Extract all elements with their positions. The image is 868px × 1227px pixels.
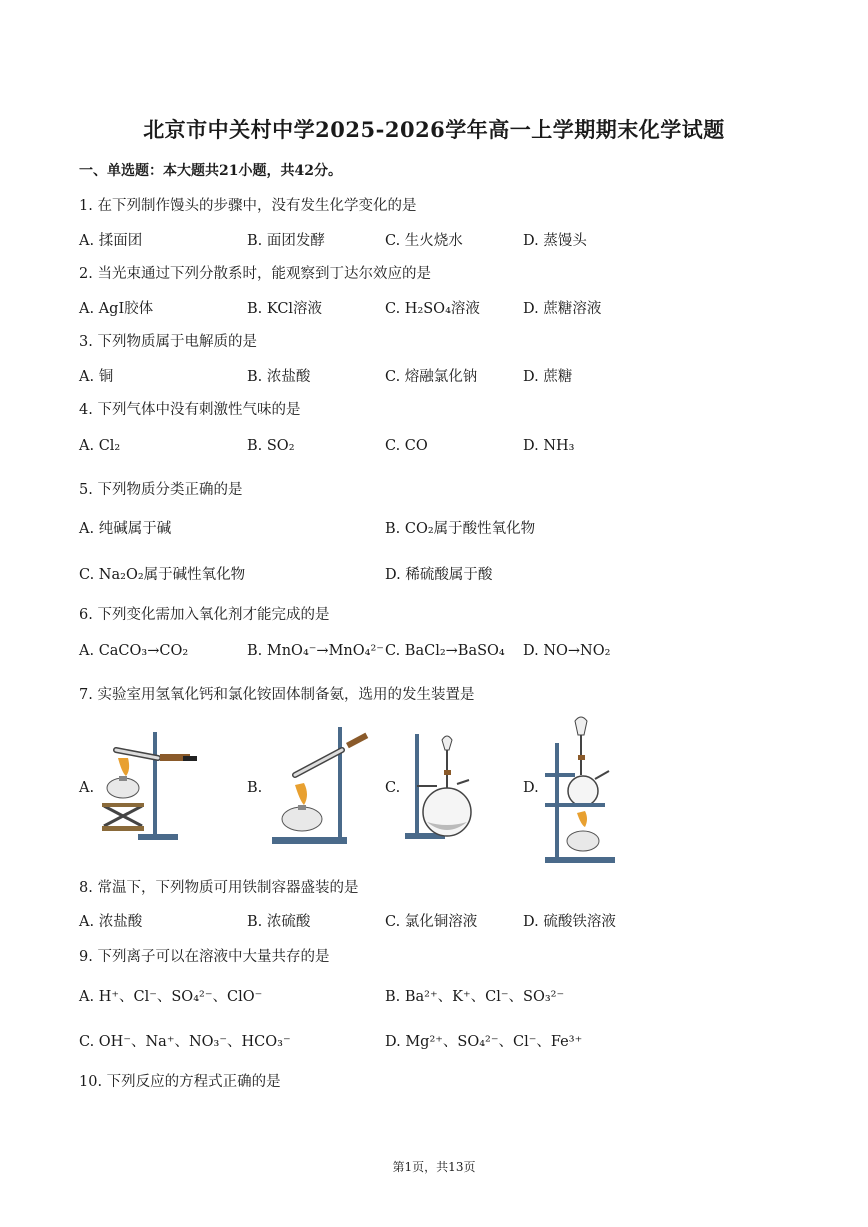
- apparatus-c-figure: [405, 728, 485, 846]
- q7-option-d: D.: [523, 780, 539, 796]
- q8-option-b: B. 浓硫酸: [247, 914, 311, 930]
- apparatus-d-figure: [543, 715, 623, 867]
- q2-option-d: D. 蔗糖溶液: [523, 301, 602, 317]
- q4-option-b: B. SO₂: [247, 438, 295, 454]
- q4-option-d: D. NH₃: [523, 438, 575, 454]
- question-6-stem: 6. 下列变化需加入氧化剂才能完成的是: [79, 607, 330, 623]
- q2-option-c: C. H₂SO₄溶液: [385, 301, 480, 317]
- q9-option-a: A. H⁺、Cl⁻、SO₄²⁻、ClO⁻: [79, 989, 263, 1005]
- q7-option-c: C.: [385, 780, 401, 796]
- question-1-stem: 1. 在下列制作馒头的步骤中，没有发生化学变化的是: [79, 198, 417, 214]
- q3-option-b: B. 浓盐酸: [247, 369, 311, 385]
- question-5-stem: 5. 下列物质分类正确的是: [79, 482, 243, 498]
- q3-option-c: C. 熔融氯化钠: [385, 369, 478, 385]
- q5-option-c: C. Na₂O₂属于碱性氧化物: [79, 567, 246, 583]
- question-10-stem: 10. 下列反应的方程式正确的是: [79, 1074, 281, 1090]
- question-4-stem: 4. 下列气体中没有刺激性气味的是: [79, 402, 301, 418]
- question-3-stem: 3. 下列物质属于电解质的是: [79, 334, 257, 350]
- q3-option-d: D. 蔗糖: [523, 369, 573, 385]
- q5-option-b: B. CO₂属于酸性氧化物: [385, 521, 536, 537]
- q1-option-d: D. 蒸馒头: [523, 233, 587, 249]
- q3-option-a: A. 铜: [79, 369, 114, 385]
- question-7-stem: 7. 实验室用氢氧化钙和氯化铵固体制备氨，选用的发生装置是: [79, 687, 475, 703]
- q8-option-a: A. 浓盐酸: [79, 914, 143, 930]
- apparatus-b-figure: [270, 725, 380, 850]
- q8-option-c: C. 氯化铜溶液: [385, 914, 478, 930]
- q2-option-b: B. KCl溶液: [247, 301, 323, 317]
- q8-option-d: D. 硫酸铁溶液: [523, 914, 616, 930]
- q1-option-c: C. 生火烧水: [385, 233, 463, 249]
- q6-option-d: D. NO→NO₂: [523, 643, 611, 659]
- q6-option-c: C. BaCl₂→BaSO₄: [385, 643, 505, 659]
- q9-option-c: C. OH⁻、Na⁺、NO₃⁻、HCO₃⁻: [79, 1034, 291, 1050]
- q9-option-b: B. Ba²⁺、K⁺、Cl⁻、SO₃²⁻: [385, 989, 565, 1005]
- question-9-stem: 9. 下列离子可以在溶液中大量共存的是: [79, 949, 330, 965]
- q9-option-d: D. Mg²⁺、SO₄²⁻、Cl⁻、Fe³⁺: [385, 1034, 583, 1050]
- q6-option-b: B. MnO₄⁻→MnO₄²⁻: [247, 643, 384, 659]
- q2-option-a: A. AgI胶体: [79, 301, 154, 317]
- q6-option-a: A. CaCO₃→CO₂: [79, 643, 189, 659]
- section-heading: 一、单选题：本大题共21小题，共42分。: [79, 163, 342, 179]
- question-8-stem: 8. 常温下，下列物质可用铁制容器盛装的是: [79, 880, 359, 896]
- q5-option-a: A. 纯碱属于碱: [79, 521, 172, 537]
- q7-option-b: B.: [247, 780, 263, 796]
- apparatus-a-figure: [98, 728, 208, 846]
- q1-option-a: A. 揉面团: [79, 233, 143, 249]
- page-title: 北京市中关村中学2025-2026学年高一上学期期末化学试题: [143, 117, 725, 142]
- page-footer: 第1页，共13页: [392, 1160, 476, 1174]
- q4-option-a: A. Cl₂: [79, 438, 121, 454]
- q4-option-c: C. CO: [385, 438, 428, 454]
- q5-option-d: D. 稀硫酸属于酸: [385, 567, 493, 583]
- q1-option-b: B. 面团发酵: [247, 233, 325, 249]
- q7-option-a: A.: [79, 780, 95, 796]
- question-2-stem: 2. 当光束通过下列分散系时，能观察到丁达尔效应的是: [79, 266, 431, 282]
